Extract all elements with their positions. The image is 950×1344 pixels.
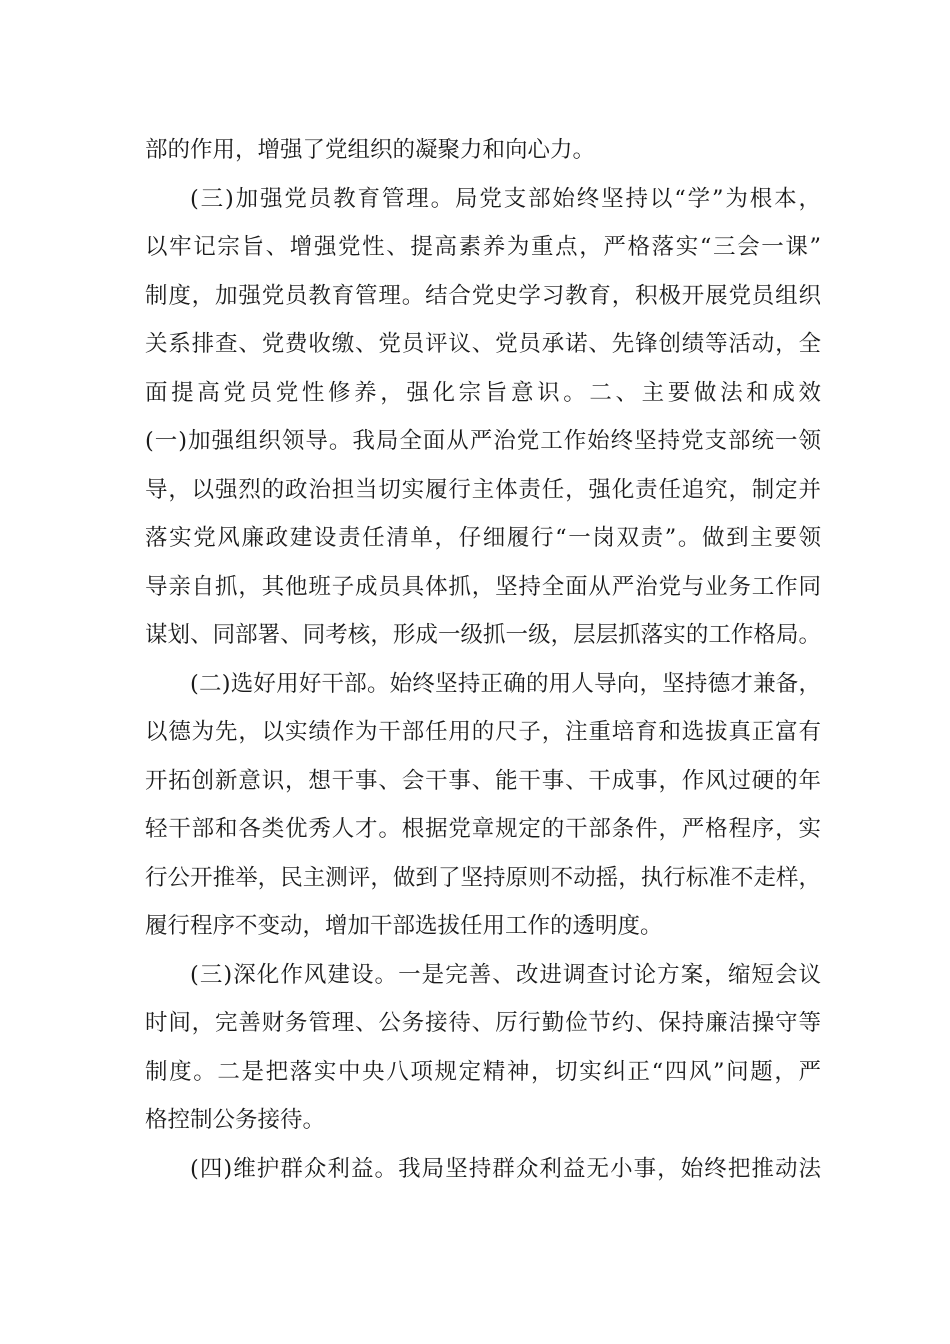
text-line: 制度，加强党员教育管理。结合党史学习教育，积极开展党员组织	[145, 282, 821, 309]
text-line: 开拓创新意识，想干事、会干事、能干事、干成事，作风过硬的年	[145, 767, 821, 794]
text-line: (一)加强组织领导。我局全面从严治党工作始终坚持党支部统一领	[145, 428, 821, 454]
document-body	[145, 126, 821, 1193]
text-line: 落实党风廉政建设责任清单，仔细履行“一岗双责”。做到主要领	[145, 525, 821, 551]
text-line: (三)加强党员教育管理。局党支部始终坚持以“学”为根本，	[190, 185, 821, 212]
text-line: 面提高党员党性修养，强化宗旨意识。二、主要做法和成效	[145, 379, 821, 406]
text-line: 制度。二是把落实中央八项规定精神，切实纠正“四风”问题，严	[145, 1058, 821, 1085]
text-line: 以牢记宗旨、增强党性、提高素养为重点，严格落实“三会一课”	[145, 234, 821, 260]
text-line: 行公开推举，民主测评，做到了坚持原则不动摇，执行标准不走样，	[145, 864, 821, 891]
text-line: 履行程序不变动，增加干部选拔任用工作的透明度。	[145, 913, 663, 939]
text-line: 以德为先，以实绩作为干部任用的尺子，注重培育和选拔真正富有	[145, 719, 821, 745]
text-line: (三)深化作风建设。一是完善、改进调查讨论方案，缩短会议	[190, 961, 821, 988]
text-line: 时间，完善财务管理、公务接待、厉行勤俭节约、保持廉洁操守等	[145, 1010, 821, 1036]
text-line: 导，以强烈的政治担当切实履行主体责任，强化责任追究，制定并	[145, 476, 821, 503]
text-line: 关系排查、党费收缴、党员评议、党员承诺、先锋创绩等活动，全	[145, 331, 821, 357]
text-line: 轻干部和各类优秀人才。根据党章规定的干部条件，严格程序，实	[145, 816, 821, 842]
text-line: 谋划、同部署、同考核，形成一级抓一级，层层抓落实的工作格局。	[145, 622, 821, 648]
text-line: (二)选好用好干部。始终坚持正确的用人导向，坚持德才兼备，	[190, 670, 821, 697]
text-line: 部的作用，增强了党组织的凝聚力和向心力。	[145, 137, 596, 163]
text-line: 格控制公务接待。	[145, 1107, 326, 1133]
text-line: 导亲自抓，其他班子成员具体抓，坚持全面从严治党与业务工作同	[145, 573, 821, 600]
text-line: (四)维护群众利益。我局坚持群众利益无小事，始终把推动法	[190, 1155, 821, 1182]
